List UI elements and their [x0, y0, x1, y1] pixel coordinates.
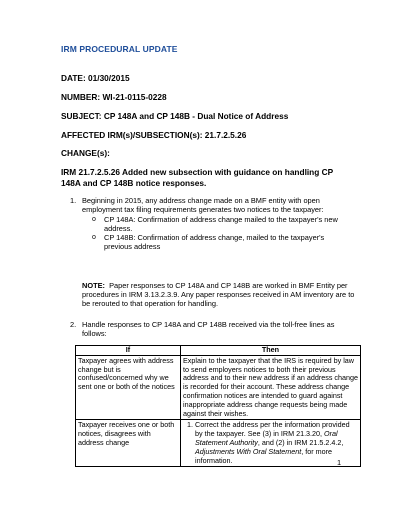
step-text [195, 420, 350, 464]
changes-label: CHANGE(s): [61, 148, 110, 158]
step-text-part: , and (2) in IRM 21.5.2.4.2, [257, 437, 344, 447]
list-number-1: 1. [70, 196, 77, 205]
table-header-then: Then [181, 346, 361, 356]
table-cell-then: Explain to the taxpayer that the IRS is required by law to send employers notices to both their previous address and to their new address if an address change is recorded for their account. These address change confirmation notices are intended to guard against inappropriate address change requests being made against their wishes. [181, 355, 361, 420]
table-cell-if: Taxpayer receives one or both notices, disagrees with address change [76, 420, 181, 467]
if-then-table [75, 345, 361, 467]
bullet-icon: o [92, 234, 96, 241]
table-cell-if: Taxpayer agrees with address change but is confused/concerned why we sent one or both of the notices [76, 355, 181, 420]
note-label: NOTE: [82, 281, 105, 290]
affected-irm-field: AFFECTED IRM(s)/SUBSECTION(s): 21.7.2.5.26 [61, 130, 247, 140]
note-text: Paper responses to CP 148A and CP 148B are worked in BMF Entity per procedures in IRM 3.13.2.3.9. Any paper responses received in AM inventory are to be rerouted to that operation for handling. [82, 281, 355, 309]
table-header-row [76, 346, 361, 356]
table-cell-then [181, 420, 361, 467]
irm-reference-adjustments-with-oral-statement: Adjustments With Oral Statement [195, 446, 302, 456]
change-heading: IRM 21.7.2.5.26 Added new subsection with guidance on handling CP 148A and CP 148B notice responses. [61, 167, 333, 188]
list-number-2: 2. [70, 320, 77, 329]
list-item-2-text: Handle responses to CP 148A and CP 148B received via the toll-free lines as follows: [82, 320, 335, 339]
step-text-part: Correct the address per the information provided by the taxpayer. See (3) in IRM 21.3.20, [195, 420, 350, 439]
bullet-item-cp148b: CP 148B: Confirmation of address change, mailed to the taxpayer's previous address [104, 233, 325, 252]
bullet-item-cp148a: CP 148A: Confirmation of address change mailed to the taxpayer's new address. [104, 215, 338, 234]
note-paragraph [82, 281, 357, 309]
table-row [76, 355, 361, 420]
step-text-part: , for more information. [195, 446, 332, 465]
irm-reference-oral-statement-authority: Oral Statement Authority [195, 429, 338, 447]
date-field: DATE: 01/30/2015 [61, 73, 130, 83]
list-item-1-text: Beginning in 2015, any address change made on a BMF entity with open employment tax filing requirements generates two notices to the taxpayer: [82, 196, 324, 215]
bullet-icon: o [92, 216, 96, 223]
banner-title: IRM PROCEDURAL UPDATE [61, 44, 178, 54]
subject-field: SUBJECT: CP 148A and CP 148B - Dual Notice of Address [61, 111, 289, 121]
table-header-if: If [76, 346, 181, 356]
number-field: NUMBER: WI-21-0115-0228 [61, 92, 167, 102]
step-number: 1. [187, 420, 193, 430]
page-number: 1 [337, 458, 342, 467]
table-row [76, 420, 361, 467]
